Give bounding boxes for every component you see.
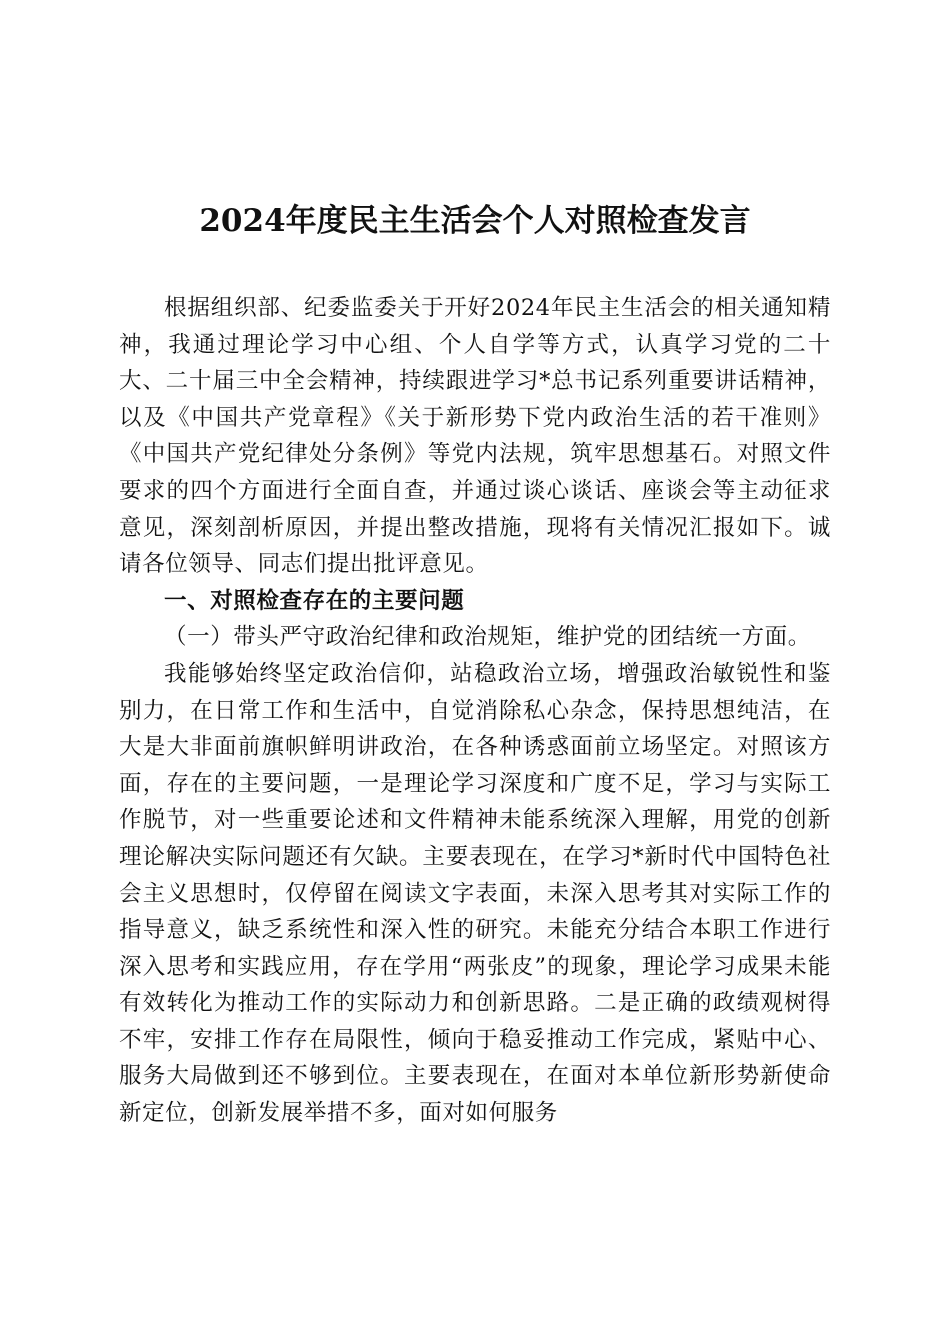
intro-paragraph: 根据组织部、纪委监委关于开好2024年民主生活会的相关通知精神，我通过理论学习中心组、个人自学等方式，认真学习党的二十大、二十届三中全会精神，持续跟进学习*总书记系列重要讲话精神，以及《中国共产党章程》《关于新形势下党内政治生活的若干准则》《中国共产党纪律处分条例》等党内法规，筑牢思想基石。对照文件要求的四个方面进行全面自查，并通过谈心谈话、座谈会等主动征求意见，深刻剖析原因，并提出整改措施，现将有关情况汇报如下。诚请各位领导、同志们提出批评意见。 — [119, 295, 831, 578]
document-title: 2024年度民主生活会个人对照检查发言 — [199, 203, 751, 239]
subsection-heading: （一）带头严守政治纪律和政治规矩，维护党的团结统一方面。 — [164, 624, 811, 651]
section-heading: 一、对照检查存在的主要问题 — [164, 587, 465, 614]
document-body — [119, 290, 831, 1132]
body-paragraph: 我能够始终坚定政治信仰，站稳政治立场，增强政治敏锐性和鉴别力，在日常工作和生活中，自觉消除私心杂念，保持思想纯洁，在大是大非面前旗帜鲜明讲政治，在各种诱惑面前立场坚定。对照该方面，存在的主要问题，一是理论学习深度和广度不足，学习与实际工作脱节，对一些重要论述和文件精神未能系统深入理解，用党的创新理论解决实际问题还有欠缺。主要表现在，在学习*新时代中国特色社会主义思想时，仅停留在阅读文字表面，未深入思考其对实际工作的指导意义，缺乏系统性和深入性的研究。未能充分结合本职工作进行深入思考和实践应用，存在学用“两张皮”的现象，理论学习成果未能有效转化为推动工作的实际动力和创新思路。二是正确的政绩观树得不牢，安排工作存在局限性，倾向于稳妥推动工作完成，紧贴中心、服务大局做到还不够到位。主要表现在，在面对本单位新形势新使命新定位，创新发展举措不多，面对如何服务 — [119, 660, 831, 1127]
